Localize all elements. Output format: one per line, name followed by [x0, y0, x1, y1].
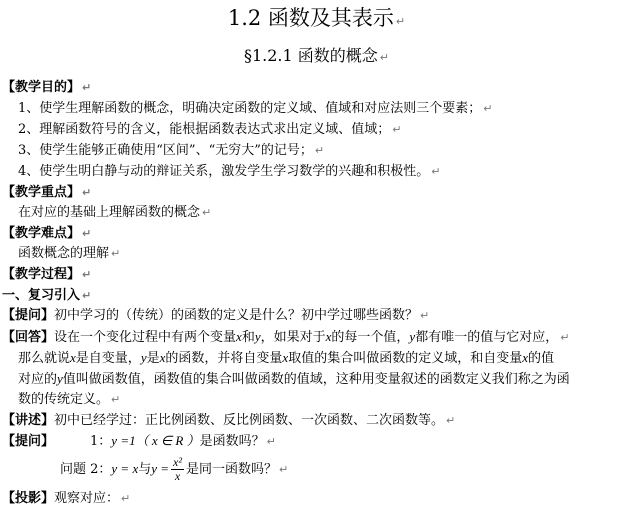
answer-line-3: 对应的y值叫做函数值，函数值的集合叫做函数的值域，这种用变量叙述的函数定义我们称之为函 [18, 371, 570, 387]
process-heading: 【教学过程】 ↵ [2, 267, 92, 282]
question-2: 【提问】 1：y =1（ x ∈ R ）是函数吗？ ↵ [2, 433, 276, 449]
key-point-heading: 【教学重点】 ↵ [2, 185, 92, 200]
fraction-x2-over-x: $\frac{\text{x²}}{x}$ [173, 455, 182, 483]
projection-label: 【投影】 [2, 491, 55, 506]
goals-heading: 【教学目的】 ↵ [2, 80, 92, 95]
lecture-label: 【讲述】 [2, 413, 55, 428]
answer-label: 【回答】 [2, 330, 55, 345]
section-title [0, 45, 633, 69]
answer-line-4: 数的传统定义。 ↵ [18, 392, 121, 407]
page-title-text: 1.2 函数及其表示 [227, 6, 394, 30]
difficulty-text: 函数概念的理解 ↵ [18, 246, 121, 261]
page-title [0, 4, 633, 36]
goal-item-3: 3、使学生能够正确使用“区间”、“无穷大”的记号； ↵ [18, 143, 325, 158]
question2-label: 【提问】 [2, 434, 55, 449]
goal-item-4: 4、使学生明白静与动的辩证关系，激发学生学习数学的兴趣和积极性。 ↵ [18, 164, 441, 179]
paragraph-mark: ↵ [395, 15, 406, 28]
key-point-text: 在对应的基础上理解函数的概念 ↵ [18, 205, 212, 220]
question-label: 【提问】 [2, 308, 55, 323]
paragraph-mark: ↵ [379, 51, 390, 64]
section-review-heading: 一、复习引入 ↵ [2, 288, 92, 303]
question-3: 问题 2：y = x与y = $\frac{\text{x²}}{x}$ 是同一函数吗？ ↵ [60, 455, 289, 483]
section-title-text: §1.2.1 函数的概念 [243, 46, 378, 65]
question-1: 【提问】初中学习的（传统）的函数的定义是什么？初中学过哪些函数？ ↵ [2, 308, 430, 323]
lecture-line: 【讲述】初中已经学过：正比例函数、反比例函数、一次函数、二次函数等。 ↵ [2, 413, 456, 428]
projection-line: 【投影】观察对应： ↵ [2, 491, 131, 506]
goal-item-2: 2、理解函数符号的含义，能根据函数表达式求出定义域、值域； ↵ [18, 122, 402, 137]
answer-line-2: 那么就说x是自变量，y是x的函数，并将自变量x取值的集合叫做函数的定义域，和自变量x的值 [18, 350, 554, 366]
difficulty-heading: 【教学难点】 ↵ [2, 226, 92, 241]
answer-line-1: 【回答】设在一个变化过程中有两个变量x和y，如果对于x的每一个值，y都有唯一的值与它对应， ↵ [2, 329, 570, 345]
goal-item-1: 1、使学生理解函数的概念，明确决定函数的定义域、值域和对应法则三个要素； ↵ [18, 101, 493, 116]
